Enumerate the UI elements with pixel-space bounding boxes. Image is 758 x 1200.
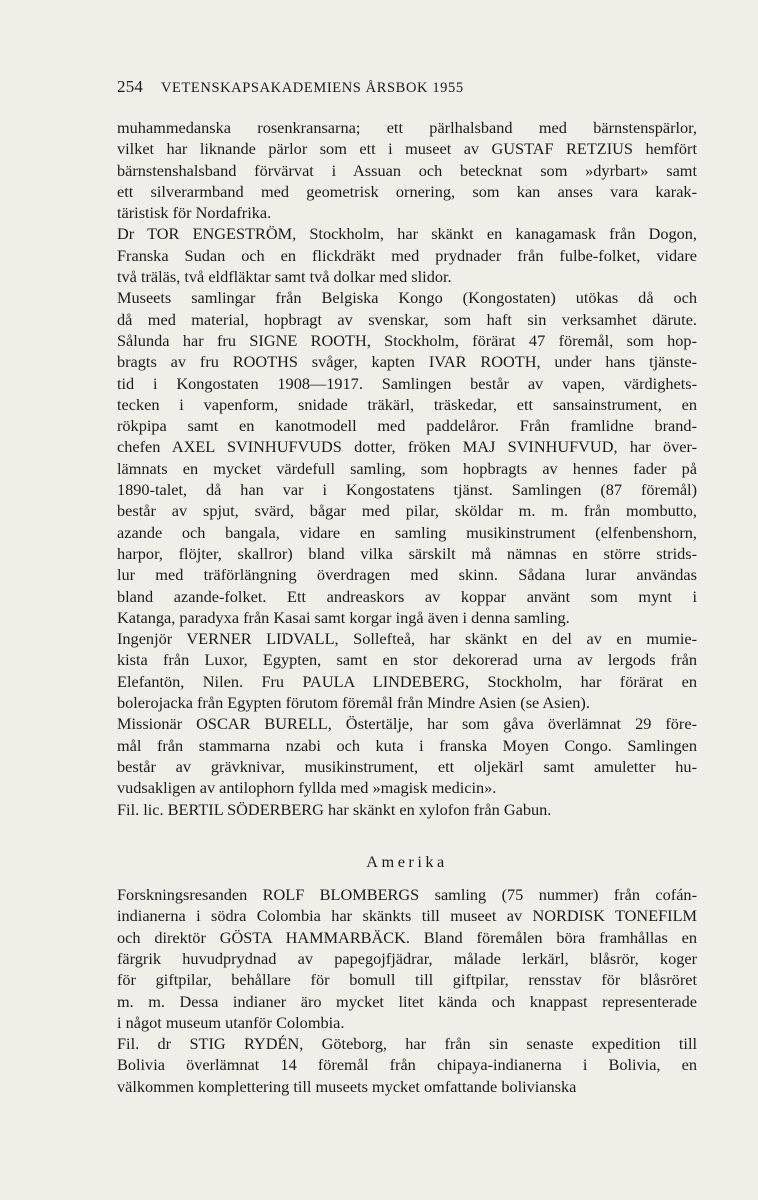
text-line: vilket har liknande pärlor som ett i museet av GUSTAF RETZIUS hemfört: [117, 139, 697, 159]
text-line: Elefantön, Nilen. Fru PAULA LINDEBERG, Stockholm, har förärat en: [117, 671, 697, 691]
text-line: i något museum utanför Colombia.: [117, 1012, 345, 1032]
text-line: lämnats en mycket värdefull samling, som hopbragts av hennes fader på: [117, 458, 697, 478]
text-line: Missionär OSCAR BURELL, Östertälje, har som gåva överlämnat 29 före-: [117, 714, 697, 734]
text-line: täristisk för Nordafrika.: [117, 203, 272, 223]
text-line: mål från stammarna nzabi och kuta i franska Moyen Congo. Samlingen: [117, 735, 697, 755]
text-line: bland azande-folket. Ett andreaskors av koppar använt som mynt i: [117, 586, 697, 606]
text-line: kista från Luxor, Egypten, samt en stor dekorerad urna av lergods från: [117, 650, 697, 670]
text-line: bolerojacka från Egypten förutom föremål från Mindre Asien (se Asien).: [117, 693, 590, 713]
text-line: Katanga, paradyxa från Kasai samt korgar ingå även i denna samling.: [117, 607, 570, 627]
text-line: Franska Sudan och en flickdräkt med prydnader från fulbe-folket, vidare: [117, 245, 697, 265]
section-gap: [117, 820, 697, 851]
text-line: välkommen komplettering till museets mycket omfattande bolivianska: [117, 1076, 577, 1096]
text-line: består av spjut, svärd, bågar med pilar, sköldar m. m. från mombutto,: [117, 501, 697, 521]
text-line: m. m. Dessa indianer äro mycket litet kända och knappast representerade: [117, 991, 697, 1011]
text-line: harpor, flöjter, skallror) bland vilka särskilt må nämnas en större strids-: [117, 543, 697, 563]
text-line: för giftpilar, behållare för bomull till giftpilar, rensstav för blåsröret: [117, 970, 697, 990]
text-line: Ingenjör VERNER LIDVALL, Sollefteå, har skänkt en del av en mumie-: [117, 629, 697, 649]
running-header: [117, 77, 697, 97]
text-line: består av grävknivar, musikinstrument, ett oljekärl samt amuletter hu-: [117, 756, 697, 776]
text-line: bärnstenshalsband förvärvat i Assuan och betecknat som »dyrbart» samt: [117, 160, 697, 180]
text-line: Bolivia överlämnat 14 föremål från chipaya-indianerna i Bolivia, en: [117, 1055, 697, 1075]
section-gap: [117, 872, 697, 884]
text-line: tecken i vapenform, snidade träkärl, träskedar, ett sansainstrument, en: [117, 394, 697, 414]
text-line: och direktör GÖSTA HAMMARBÄCK. Bland föremålen böra framhållas en: [117, 927, 697, 947]
text-line: muhammedanska rosenkransarna; ett pärlhalsband med bärnstenspärlor,: [117, 118, 697, 137]
text-line: indianerna i södra Colombia har skänkts till museet av NORDISK TONEFILM: [117, 906, 697, 926]
text-line: 1890-talet, då han var i Kongostatens tjänst. Samlingen (87 föremål): [117, 480, 697, 500]
text-line: tid i Kongostaten 1908—1917. Samlingen består av vapen, värdighets-: [117, 373, 697, 393]
section-heading: Amerika: [366, 851, 448, 871]
text-line: Sålunda har fru SIGNE ROOTH, Stockholm, förärat 47 föremål, som hop-: [117, 330, 697, 350]
text-line: färgrik huvudprydnad av papegojfjädrar, målade lerkärl, blåsrör, koger: [117, 948, 697, 968]
text-line: två träläs, två eldfläktar samt två dolkar med slidor.: [117, 267, 452, 287]
text-line: chefen AXEL SVINHUFVUDS dotter, fröken MAJ SVINHUFVUD, har över-: [117, 437, 697, 457]
body-text: [117, 117, 697, 1097]
text-block-africa: [117, 117, 697, 820]
text-line: Forskningsresanden ROLF BLOMBERGS samling (75 nummer) från cofán-: [117, 885, 697, 905]
text-block-america: [117, 884, 697, 1097]
text-line: azande och bangala, vidare en samling musikinstrument (elfenbenshorn,: [117, 522, 697, 542]
text-line: då med material, hopbragt av svenskar, som haft sin verksamhet därute.: [117, 309, 697, 329]
text-line: rökpipa samt en kanotmodell med paddelåror. Från framlidne brand-: [117, 416, 697, 436]
running-title: VETENSKAPSAKADEMIENS ÅRSBOK 1955: [160, 80, 464, 96]
text-line: Fil. lic. BERTIL SÖDERBERG har skänkt en xylofon från Gabun.: [117, 799, 552, 819]
text-line: Fil. dr STIG RYDÉN, Göteborg, har från sin senaste expedition till: [117, 1034, 697, 1054]
text-line: ett silverarmband med geometrisk ornering, som kan anses vara karak-: [117, 181, 697, 201]
page-number: 254: [117, 77, 144, 96]
text-line: lur med träförlängning överdragen med skinn. Sådana lurar användas: [117, 565, 697, 585]
text-line: Dr TOR ENGESTRÖM, Stockholm, har skänkt en kanagamask från Dogon,: [117, 224, 697, 244]
text-line: bragts av fru ROOTHS svåger, kapten IVAR ROOTH, under hans tjänste-: [117, 352, 697, 372]
text-line: vudsakligen av antilophorn fyllda med »magisk medicin».: [117, 778, 497, 798]
text-line: Museets samlingar från Belgiska Kongo (Kongostaten) utökas då och: [117, 288, 697, 308]
